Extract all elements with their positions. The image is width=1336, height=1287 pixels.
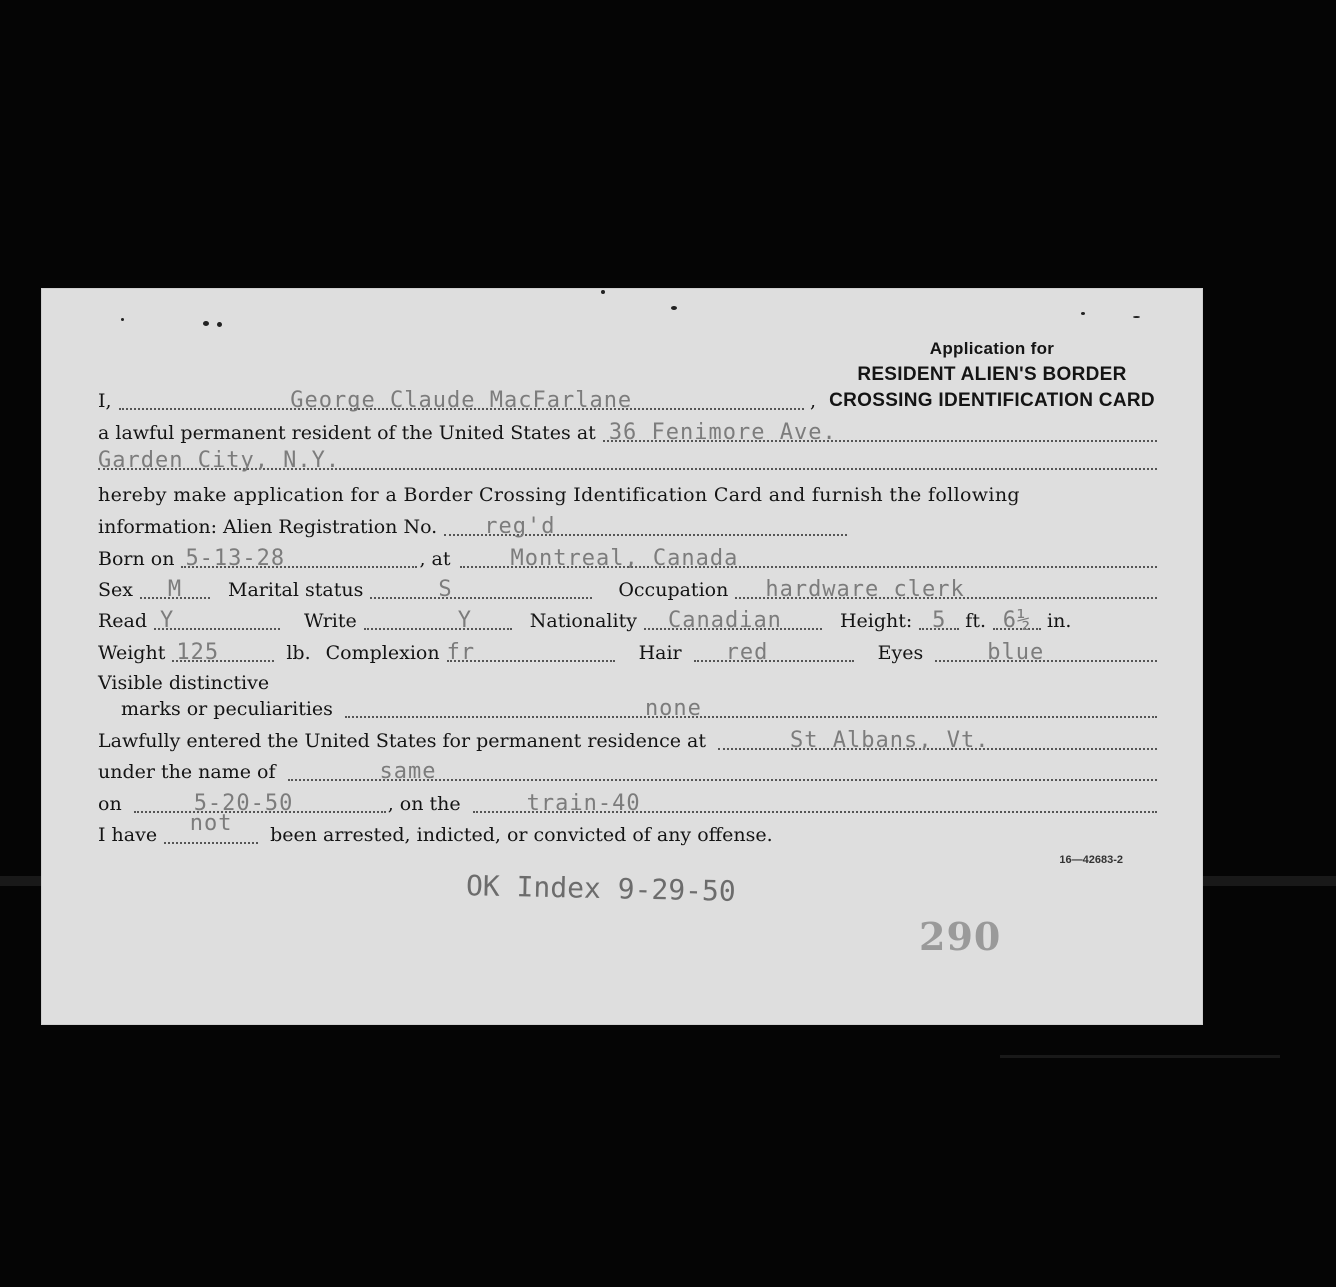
marks-value: none bbox=[644, 696, 702, 721]
height-feet-field bbox=[919, 602, 959, 633]
address-street-field bbox=[603, 414, 1157, 445]
name-row bbox=[98, 384, 823, 414]
label-comma: , bbox=[809, 390, 816, 412]
name-field bbox=[119, 382, 804, 413]
label-i-have: I have bbox=[98, 824, 158, 846]
eyes-value: blue bbox=[987, 640, 1045, 665]
nationality-value: Canadian bbox=[667, 608, 782, 633]
conveyance-value: train-40 bbox=[526, 791, 641, 816]
marks-row bbox=[121, 692, 1157, 722]
marital-status-value: S bbox=[438, 577, 453, 602]
address-street-value: 36 Fenimore Ave. bbox=[608, 420, 837, 445]
ink-speck bbox=[1133, 316, 1140, 318]
form-number: 16—42683-2 bbox=[1059, 854, 1123, 866]
port-of-entry-field bbox=[718, 722, 1157, 753]
ink-speck bbox=[1081, 312, 1085, 315]
label-read: Read bbox=[98, 610, 148, 632]
hereby-row bbox=[98, 478, 1157, 508]
label-sex: Sex bbox=[98, 579, 133, 601]
weight-complexion-hair-eyes-row bbox=[98, 636, 1157, 666]
write-value: Y bbox=[457, 608, 473, 633]
label-on-the: , on the bbox=[387, 793, 461, 815]
alien-registration-field bbox=[444, 508, 847, 539]
ink-speck bbox=[121, 318, 124, 321]
read-write-nationality-height-row bbox=[98, 604, 1157, 634]
birth-date-field bbox=[181, 540, 417, 571]
label-hereby: hereby make application for a Border Crossing Identification Card and furnish the following bbox=[98, 484, 1020, 506]
eyes-field bbox=[935, 634, 1157, 665]
label-born-on: Born on bbox=[98, 548, 175, 570]
heading-line-3: CROSSING IDENTIFICATION CARD bbox=[829, 390, 1155, 411]
stamp-number: 290 bbox=[919, 914, 1002, 959]
sex-field bbox=[140, 571, 210, 602]
address-city-field bbox=[98, 442, 1157, 473]
address-city-row bbox=[98, 444, 1157, 474]
label-complexion: Complexion bbox=[325, 642, 440, 664]
heading-line-2: RESIDENT ALIEN'S BORDER bbox=[857, 364, 1127, 385]
name-value: George Claude MacFarlane bbox=[290, 388, 633, 413]
marital-status-field bbox=[370, 571, 592, 602]
alien-registration-row bbox=[98, 510, 847, 540]
sex-marital-occupation-row bbox=[98, 573, 1157, 603]
arrest-statement-row bbox=[98, 811, 1157, 848]
label-at: , at bbox=[419, 548, 451, 570]
birth-place-value: Montreal, Canada bbox=[510, 546, 739, 571]
label-under-name-of: under the name of bbox=[98, 761, 276, 783]
ink-speck bbox=[203, 321, 209, 326]
marks-field bbox=[345, 690, 1157, 721]
label-hair: Hair bbox=[638, 642, 682, 664]
alien-registration-value: reg'd bbox=[484, 514, 556, 539]
label-inches: in. bbox=[1047, 610, 1072, 632]
label-marital-status: Marital status bbox=[227, 579, 364, 601]
entry-name-field bbox=[288, 753, 1158, 784]
label-visible-distinctive: Visible distinctive bbox=[98, 672, 270, 694]
read-value: Y bbox=[160, 608, 175, 633]
form-heading bbox=[827, 336, 1157, 414]
height-feet-value: 5 bbox=[932, 608, 947, 633]
label-arrested: been arrested, indicted, or convicted of any offense. bbox=[270, 824, 773, 846]
weight-field bbox=[172, 634, 274, 665]
label-pounds: lb. bbox=[286, 642, 311, 664]
index-annotation: OK Index 9-29-50 bbox=[465, 869, 737, 908]
port-of-entry-value: St Albans, Vt. bbox=[790, 728, 990, 753]
label-nationality: Nationality bbox=[529, 610, 637, 632]
write-field bbox=[364, 602, 512, 633]
birth-date-value: 5-13-28 bbox=[185, 546, 286, 571]
height-inches-field bbox=[993, 602, 1041, 633]
conveyance-field bbox=[473, 785, 1157, 816]
occupation-field bbox=[735, 571, 1157, 602]
height-inches-value: 6½ bbox=[1002, 608, 1032, 633]
ink-speck bbox=[601, 290, 605, 294]
entry-date-value: 5-20-50 bbox=[193, 791, 294, 816]
weight-value: 125 bbox=[176, 640, 220, 665]
port-of-entry-row bbox=[98, 724, 1157, 754]
complexion-field bbox=[446, 634, 615, 665]
scanner-band bbox=[1000, 1055, 1280, 1058]
arrest-status-value: not bbox=[189, 811, 233, 836]
label-weight: Weight bbox=[98, 642, 166, 664]
entry-date-field bbox=[134, 785, 386, 816]
arrest-status-field bbox=[164, 811, 258, 844]
hair-value: red bbox=[725, 640, 769, 665]
sex-value: M bbox=[167, 577, 183, 602]
hair-field bbox=[694, 634, 854, 665]
address-city-value: Garden City, N.Y. bbox=[98, 448, 341, 473]
occupation-value: hardware clerk bbox=[765, 577, 965, 602]
heading-line-1: Application for bbox=[929, 339, 1055, 358]
label-entered: Lawfully entered the United States for permanent residence at bbox=[98, 730, 707, 752]
complexion-value: fr bbox=[446, 640, 476, 665]
border-crossing-application-card bbox=[41, 288, 1203, 1025]
label-feet: ft. bbox=[965, 610, 987, 632]
label-height: Height: bbox=[839, 610, 913, 632]
label-write: Write bbox=[304, 610, 357, 632]
label-on: on bbox=[98, 793, 122, 815]
label-resident: a lawful permanent resident of the United States at bbox=[98, 422, 596, 444]
label-i: I, bbox=[98, 390, 112, 412]
nationality-field bbox=[644, 602, 822, 633]
ink-speck bbox=[217, 322, 222, 327]
entry-name-value: same bbox=[379, 759, 437, 784]
entry-name-row bbox=[98, 755, 1157, 785]
read-field bbox=[154, 602, 280, 633]
label-marks: marks or peculiarities bbox=[121, 698, 333, 720]
birth-place-field bbox=[460, 540, 1157, 571]
label-alien-registration: information: Alien Registration No. bbox=[98, 516, 438, 538]
ink-speck bbox=[671, 306, 677, 310]
label-occupation: Occupation bbox=[618, 579, 729, 601]
label-eyes: Eyes bbox=[877, 642, 924, 664]
birth-row bbox=[98, 542, 1157, 572]
